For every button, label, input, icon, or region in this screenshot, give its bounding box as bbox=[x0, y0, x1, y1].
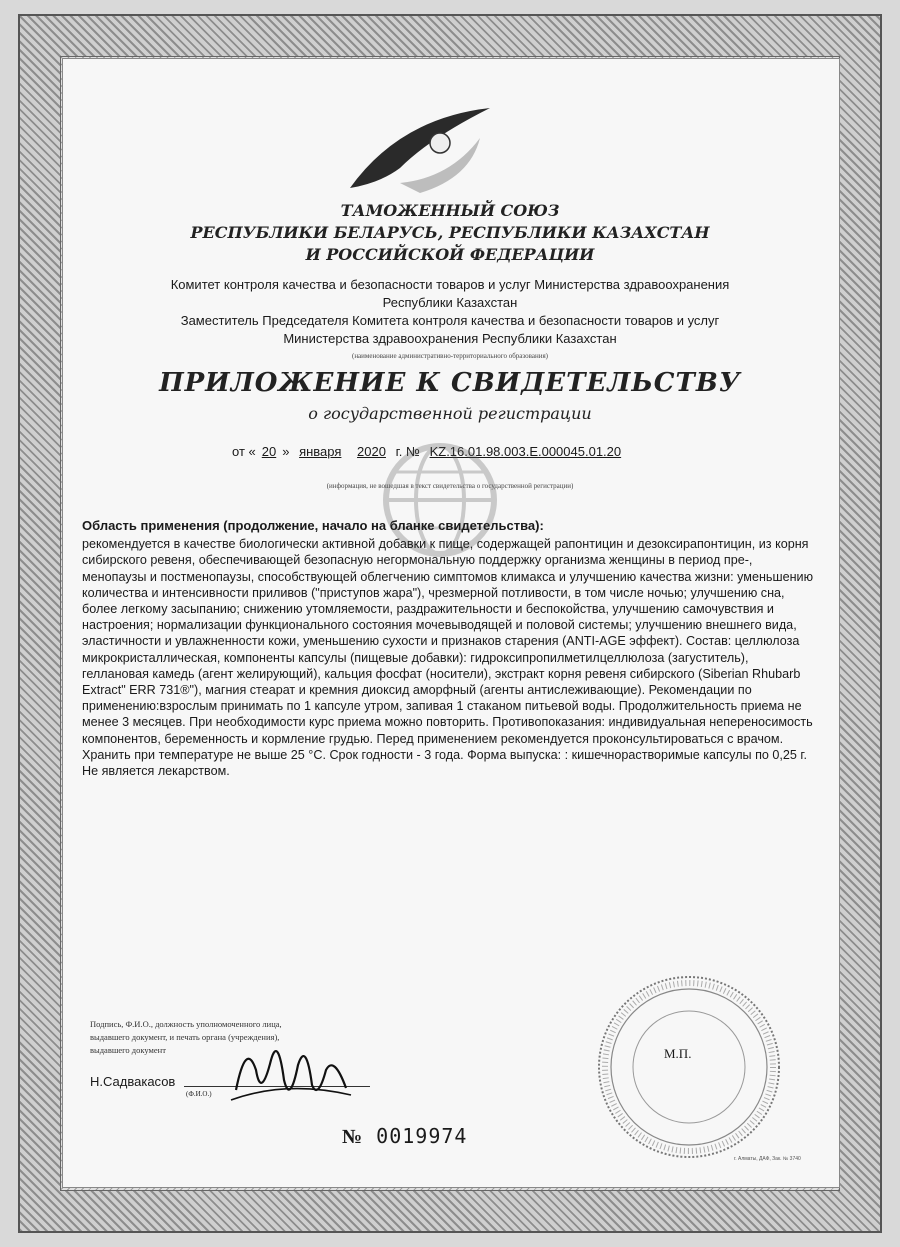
committee-line-1: Комитет контроля качества и безопасности товаров и услуг Министерства здравоохранения bbox=[170, 277, 730, 292]
union-line-2: РЕСПУБЛИКИ БЕЛАРУСЬ, РЕСПУБЛИКИ КАЗАХСТАН bbox=[190, 223, 710, 242]
union-line-3: И РОССИЙСКОЙ ФЕДЕРАЦИИ bbox=[305, 245, 595, 264]
customs-union-header bbox=[62, 200, 838, 266]
date-day: 20 bbox=[261, 444, 277, 459]
signature-label-3: выдавшего документ bbox=[90, 1045, 166, 1055]
date-year: 2020 bbox=[357, 444, 386, 459]
date-year-suffix: г. bbox=[395, 444, 403, 459]
serial-number bbox=[342, 1124, 467, 1149]
date-from: от « bbox=[232, 444, 256, 459]
signature-label-1: Подпись, Ф.И.О., должность уполномоченного лица, bbox=[90, 1019, 282, 1029]
date-month: января bbox=[299, 444, 342, 459]
date-close: » bbox=[282, 444, 290, 459]
printer-note: г. Алматы, ДАФ, Зак. № 3740 bbox=[734, 1156, 801, 1162]
registration-number: KZ.16.01.98.003.E.000045.01.20 bbox=[429, 444, 622, 459]
union-line-1: ТАМОЖЕННЫЙ СОЮЗ bbox=[340, 201, 560, 220]
number-sign: № bbox=[406, 444, 420, 459]
serial-sign: № bbox=[342, 1126, 364, 1148]
signature-label-2: выдавшего документ, и печать органа (учреждения), bbox=[90, 1032, 280, 1042]
admin-note: (наименование административно-территориального образования) bbox=[351, 352, 548, 360]
serial-value: 0019974 bbox=[376, 1124, 468, 1148]
application-scope bbox=[82, 518, 816, 779]
info-note: (информация, не вошедшая в текст свидетельства о государственной регистрации) bbox=[326, 482, 574, 490]
signer-name: Н.Садвакасов bbox=[90, 1074, 176, 1089]
committee-line-3: Заместитель Председателя Комитета контроля качества и безопасности товаров и услуг bbox=[180, 313, 720, 328]
fio-label: (Ф.И.О.) bbox=[186, 1090, 212, 1098]
official-stamp-icon bbox=[594, 972, 784, 1162]
stamp-place-label: М.П. bbox=[664, 1046, 692, 1061]
committee-line-4: Министерства здравоохранения Республики Казахстан bbox=[283, 331, 617, 346]
committee-block bbox=[62, 276, 838, 348]
document-subtitle: о государственной регистрации bbox=[308, 404, 592, 423]
handwritten-signature-icon bbox=[226, 1030, 356, 1110]
scope-text: рекомендуется в качестве биологически активной добавки к пище, содержащей рапонтицин и дезоксирапонтицин, из корня сибирского ревеня, обеспечивающей безопасную негормональную поддержку организма женщины в период пре-, менопаузы и постменопаузы, способствующей облегчению симптомов климакса и улучшению качества жизни: уменьшению количества и интенсивности приливов ("приступов жара"), чрезмерной потливости, в том числе ночью; улучшению сна, более легкому засыпанию; снижению утомляемости, раздражительности и беспокойства, улучшению самочувствия и настроения; нормализации функционального состояния мочевыводящей и половой системы; улучшению внешнего вида, эластичности и увлажненности кожи, уменьшению сухости и признаков старения (ANTI-AGE эффект). Состав: целлюлоза микрокристаллическая, компоненты капсулы (пищевые добавки): гидроксипропилметилцеллюлоза (загуститель), геллановая камедь (агент желирующий), кальция фосфат (носители), экстракт корня ревеня сибирского (Siberian Rhubarb Extract" ERR 731®"), магния стеарат и кремния диоксид аморфный (агенты антислеживающие). Рекомендации по применению:взрослым принимать по 1 капсуле утром, запивая 1 стаканом питьевой воды. Продолжительность приема не менее 3 месяцев. При необходимости курс приема можно повторить. Противопоказания: индивидуальная непереносимость компонентов, беременность и кормление грудью. Перед применением рекомендуется проконсультироваться с врачом. Хранить при температуре не выше 25 °С. Срок годности - 3 года. Форма выпуска: : кишечнорастворимые капсулы по 0,25 г. Не является лекарством. bbox=[82, 537, 814, 779]
document-title: ПРИЛОЖЕНИЕ К СВИДЕТЕЛЬСТВУ bbox=[159, 368, 741, 398]
scope-heading: Область применения (продолжение, начало на бланке свидетельства): bbox=[82, 518, 544, 533]
eaeu-emblem-icon bbox=[340, 98, 500, 198]
committee-line-2: Республики Казахстан bbox=[382, 295, 518, 310]
